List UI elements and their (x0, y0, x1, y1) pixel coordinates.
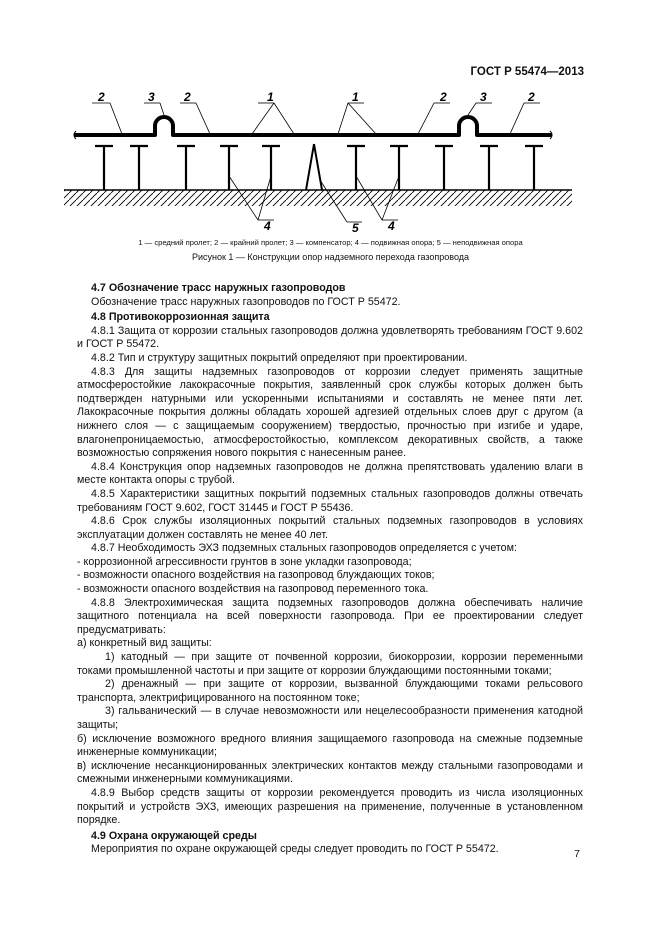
paragraph: 4.8.5 Характеристики защитных покрытий подземных стальных газопроводов должны отвечать требованиям ГОСТ 9.602, ГОСТ 31445 и ГОСТ Р 55436. (77, 487, 583, 514)
list-item: а) конкретный вид защиты: (77, 637, 212, 650)
list-item: 3) гальванический — в случае невозможности или нецелесообразности применения катодной защиты; (77, 705, 583, 731)
paragraph: 4.8.4 Конструкция опор надземных газопроводов не должна препятствовать удалению влаги в месте контакта опоры с трубой. (77, 460, 583, 487)
callout-label: 2 (440, 90, 447, 104)
section-heading: 4.9 Охрана окружающей среды (91, 829, 257, 842)
paragraph: 4.8.1 Защита от коррозии стальных газопроводов должна удовлетворять требованиям ГОСТ 9.602 и ГОСТ Р 55472. (77, 324, 583, 351)
paragraph: 4.8.9 Выбор средств защиты от коррозии рекомендуется проводить из числа изоляционных покрытий и устройств ЭХЗ, имеющих разрешения на применение, полученные в установленном порядке. (77, 786, 583, 827)
callout-label: 3 (148, 90, 155, 104)
list-item: 1) катодный — при защите от почвенной коррозии, биокоррозии, коррозии переменными токами промышленной частоты и при защите от коррозии блуждающими постоянными токами; (77, 651, 583, 677)
list-item: - возможности опасного воздействия на газопровод переменного тока. (77, 583, 429, 596)
list-item: в) исключение несанкционированных электрических контактов между стальными газопроводами и смежными инженерными коммуникациями. (77, 759, 583, 786)
pipeline (74, 117, 552, 135)
list-item: б) исключение возможного вредного влияния защищаемого газопровода на смежные подземные инженерные коммуникации; (77, 732, 583, 759)
callout-label: 1 (267, 90, 274, 104)
paragraph: 4.8.6 Срок службы изоляционных покрытий стальных подземных газопроводов в условиях эксплуатации должен составлять не менее 40 лет. (77, 515, 583, 541)
callout-label: 2 (184, 90, 191, 104)
page-number: 7 (574, 848, 580, 860)
callout-label: 3 (480, 90, 487, 104)
fixed-support (306, 144, 322, 190)
callout-label: 2 (98, 90, 105, 104)
paragraph: 4.8.2 Тип и структуру защитных покрытий определяют при проектировании. (91, 351, 468, 364)
paragraph: 4.8.8 Электрохимическая защита подземных газопроводов должна обеспечивать наличие защитного потенциала на всей поверхности газопровода. При ее проектировании следует предусматривать: (77, 596, 583, 636)
ground-hatch (64, 190, 572, 206)
paragraph: Обозначение трасс наружных газопроводов по ГОСТ Р 55472. (91, 295, 401, 308)
callout-label: 4 (388, 219, 395, 233)
page-header: ГОСТ Р 55474—2013 (470, 66, 584, 78)
list-item: - коррозионной агрессивности грунтов в зоне укладки газопровода; (77, 555, 412, 568)
paragraph: Мероприятия по охране окружающей среды следует проводить по ГОСТ Р 55472. (91, 843, 499, 856)
callout-label: 1 (352, 90, 359, 104)
paragraph: 4.8.3 Для защиты надземных газопроводов от коррозии следует применять защитные атмосферостойкие лакокрасочные покрытия, заявленный срок службы которых должен быть подтвержден натурными или ускоренными испытаниями и составлять не менее пяти лет. Лакокрасочные покрытия должны обладать хорошей адгезией отдельных слоев друг с другом (а нижнего слоя — с защищаемым сооружением) твердостью, прочностью при изгибе и ударе, влагонепроницаемостью, атмосферостойкостью, комплексом декоративных свойств, а также возможностью сопряжения нового покрытия с нанесенным ранее. (77, 365, 583, 460)
section-heading: 4.7 Обозначение трасс наружных газопроводов (91, 282, 346, 294)
list-item: 2) дренажный — при защите от коррозии, вызванной блуждающими токами рельсового транспорта, электрифицированного на постоянном токе; (77, 678, 583, 704)
list-item: - возможности опасного воздействия на газопровод блуждающих токов; (77, 569, 435, 582)
figure-legend: 1 — средний пролет; 2 — крайний пролет; 3 — компенсатор; 4 — подвижная опора; 5 — неподвижная опора (138, 238, 523, 247)
callout-label: 2 (528, 90, 535, 104)
section-heading: 4.8 Противокоррозионная защита (91, 311, 270, 324)
support-structure-figure (62, 88, 582, 240)
figure-title: Рисунок 1 — Конструкции опор надземного перехода газопровода (191, 252, 470, 262)
callout-label: 4 (264, 219, 271, 233)
document-body (77, 280, 583, 857)
callout-label: 5 (352, 221, 359, 235)
paragraph: 4.8.7 Необходимость ЭХЗ подземных стальных газопроводов определяется с учетом: (91, 542, 517, 555)
